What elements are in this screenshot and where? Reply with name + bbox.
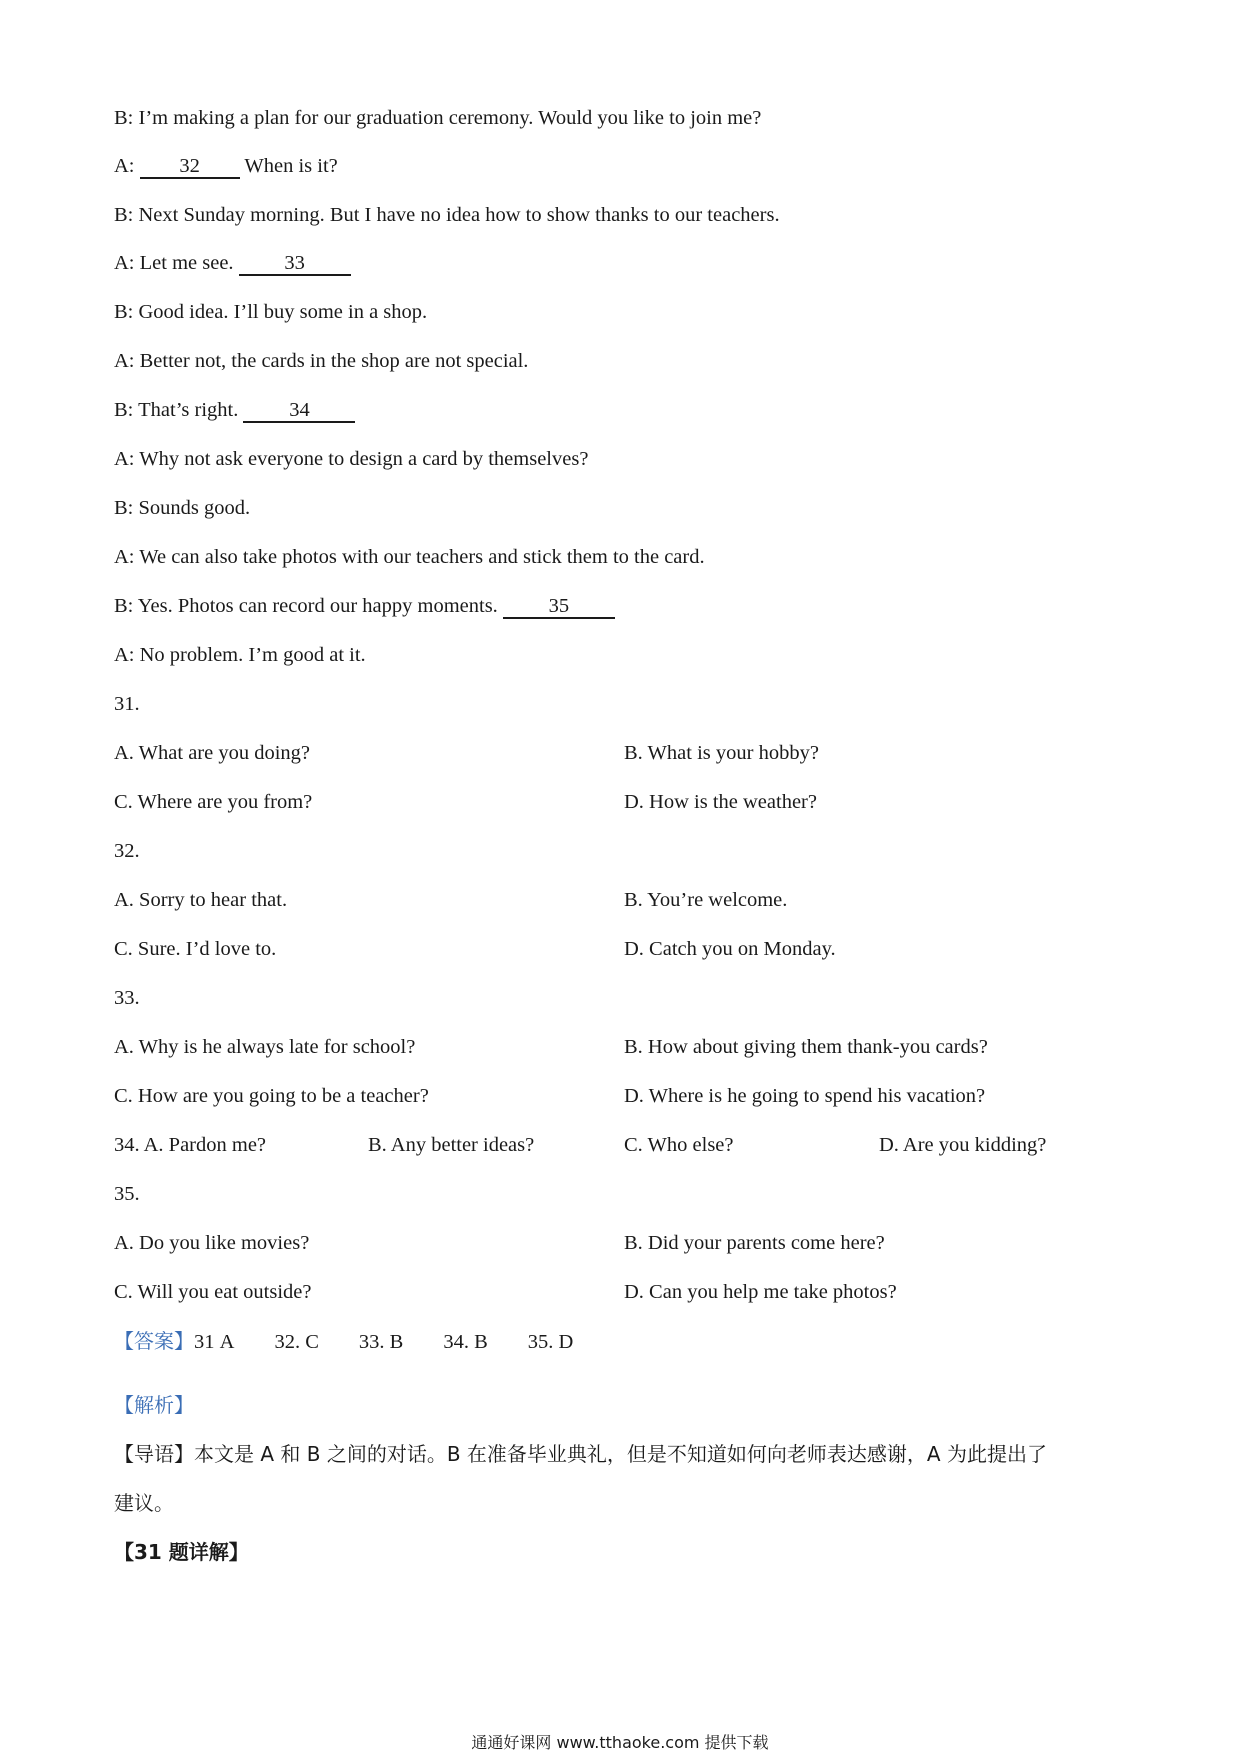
option-35-b: B. Did your parents come here? — [624, 1232, 885, 1254]
dialogue-line-9 — [114, 495, 250, 521]
option-33-a: A. Why is he always late for school? — [114, 1036, 416, 1058]
option-33-d: D. Where is he going to spend his vacation? — [624, 1085, 986, 1107]
option-33-b: B. How about giving them thank-you cards? — [624, 1036, 988, 1058]
dialogue-text: Next Sunday morning. But I have no idea how to show thanks to our teachers. — [138, 204, 780, 226]
speaker: A: — [114, 155, 135, 177]
dialogue-text: We can also take photos with our teachers and stick them to the card. — [139, 546, 705, 568]
option-32-d: D. Catch you on Monday. — [624, 938, 836, 960]
option-34-d: D. Are you kidding? — [879, 1134, 1047, 1156]
speaker: A: — [114, 448, 135, 470]
detail-heading-31: 【31 题详解】 — [114, 1540, 249, 1564]
option-33-c: C. How are you going to be a teacher? — [114, 1085, 429, 1107]
option-35-a: A. Do you like movies? — [114, 1232, 310, 1254]
option-34-b: B. Any better ideas? — [368, 1134, 535, 1156]
analysis-tag: 【解析】 — [114, 1393, 194, 1417]
speaker: A: — [114, 644, 135, 666]
answer-item-32: 32. C — [274, 1331, 319, 1353]
blank-number: 35 — [548, 595, 570, 617]
dialogue-text: Let me see. — [139, 252, 234, 274]
speaker: A: — [114, 252, 135, 274]
speaker: B: — [114, 107, 134, 129]
speaker: B: — [114, 204, 134, 226]
option-32-b: B. You’re welcome. — [624, 889, 788, 911]
dialogue-text: That’s right. — [138, 399, 239, 421]
speaker: A: — [114, 350, 135, 372]
dialogue-line-12 — [114, 642, 366, 668]
dialogue-line-7 — [114, 397, 355, 423]
dialogue-text: Sounds good. — [138, 497, 251, 519]
blank-35 — [503, 595, 615, 619]
answer-item-33: 33. B — [358, 1331, 404, 1353]
dialogue-text: Why not ask everyone to design a card by themselves? — [139, 448, 589, 470]
blank-number: 32 — [179, 155, 200, 177]
dialogue-line-1 — [114, 105, 761, 131]
dialogue-text: Yes. Photos can record our happy moments. — [137, 595, 498, 617]
speaker: A: — [114, 546, 135, 568]
speaker: B: — [114, 595, 134, 617]
answer-item-31: 31 A — [194, 1331, 235, 1353]
answer-tag: 【答案】 — [114, 1329, 194, 1353]
dialogue-line-4 — [114, 250, 351, 276]
blank-32 — [140, 155, 240, 179]
dialogue-line-2 — [114, 153, 338, 179]
speaker: B: — [114, 399, 134, 421]
dialogue-line-11 — [114, 593, 615, 619]
speaker: B: — [114, 301, 134, 323]
dialogue-text: Better not, the cards in the shop are not special. — [139, 350, 529, 372]
dialogue-line-8 — [114, 446, 588, 472]
dialogue-text: Good idea. I’ll buy some in a shop. — [138, 301, 428, 323]
blank-number: 33 — [284, 252, 305, 274]
dialogue-text: No problem. I’m good at it. — [139, 644, 366, 666]
question-33-number: 33. — [114, 987, 140, 1009]
option-32-a: A. Sorry to hear that. — [114, 889, 288, 911]
dialogue-text: I’m making a plan for our graduation ceremony. Would you like to join me? — [138, 107, 762, 129]
option-32-c: C. Sure. I’d love to. — [114, 938, 277, 960]
dialogue-line-10 — [114, 544, 705, 570]
question-32-number: 32. — [114, 840, 140, 862]
question-31-number: 31. — [114, 693, 140, 715]
answer-line — [114, 1328, 573, 1355]
dialogue-text: When is it? — [244, 155, 338, 177]
option-31-c: C. Where are you from? — [114, 791, 313, 813]
blank-34 — [243, 399, 355, 423]
question-35-number: 35. — [114, 1183, 140, 1205]
blank-33 — [239, 252, 351, 276]
option-31-d: D. How is the weather? — [624, 791, 817, 813]
dialogue-line-3 — [114, 202, 780, 228]
option-34-a: 34. A. Pardon me? — [114, 1134, 267, 1156]
option-31-a: A. What are you doing? — [114, 742, 311, 764]
option-31-b: B. What is your hobby? — [624, 742, 819, 764]
option-35-c: C. Will you eat outside? — [114, 1281, 312, 1303]
option-34-c: C. Who else? — [624, 1134, 734, 1156]
blank-number: 34 — [289, 399, 310, 421]
footer-watermark: 通通好课网 www.tthaoke.com 提供下载 — [471, 1733, 769, 1752]
answer-item-34: 34. B — [443, 1331, 488, 1353]
dialogue-line-6 — [114, 348, 528, 374]
speaker: B: — [114, 497, 134, 519]
answer-item-35: 35. D — [527, 1331, 574, 1353]
dialogue-line-5 — [114, 299, 427, 325]
guide-text-line-1: 【导语】本文是 A 和 B 之间的对话。B 在准备毕业典礼，但是不知道如何向老师表达感谢，A 为此提出了 — [114, 1442, 1047, 1466]
guide-text-line-2: 建议。 — [114, 1491, 174, 1515]
option-35-d: D. Can you help me take photos? — [624, 1281, 897, 1303]
